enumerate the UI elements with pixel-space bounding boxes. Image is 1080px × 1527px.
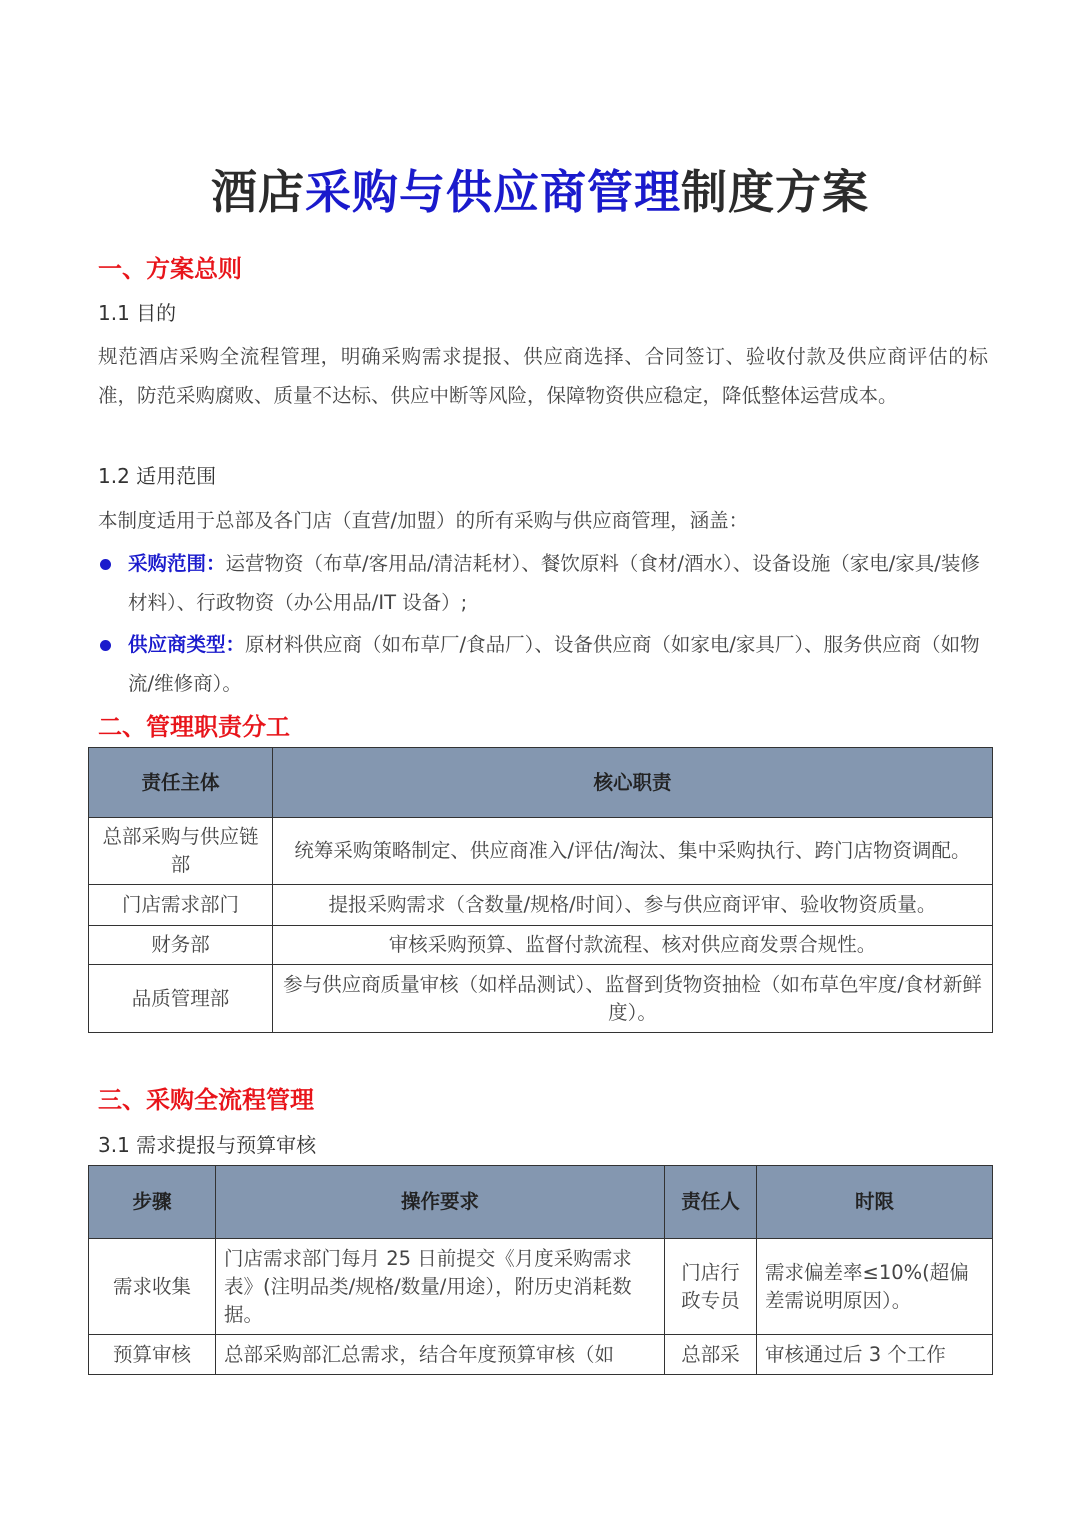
table-cell: 提报采购需求（含数量/规格/时间）、参与供应商评审、验收物资质量。 [273,885,993,926]
subsection-heading-3-1: 3.1 需求提报与预算审核 [98,1133,317,1157]
table-cell: 统筹采购策略制定、供应商准入/评估/淘汰、集中采购执行、跨门店物资调配。 [273,818,993,885]
bullet-dot-icon [100,559,111,570]
table-cell: 总部采 [665,1335,757,1375]
bullet-text: 运营物资（布草/客用品/清洁耗材）、餐饮原料（食材/酒水）、设备设施（家电/家具/装修材料）、行政物资（办公用品/IT 设备）; [128,552,980,614]
title-highlight: 采购与供应商管理 [305,165,681,219]
table-cell: 总部采购部汇总需求，结合年度预算审核（如 [216,1335,665,1375]
table-cell: 需求收集 [89,1239,216,1335]
bullet-text: 原材料供应商（如布草厂/食品厂）、设备供应商（如家电/家具厂）、服务供应商（如物流/维修商）。 [128,633,980,695]
table-cell: 审核采购预算、监督付款流程、核对供应商发票合规性。 [273,926,993,965]
table-cell: 总部采购与供应链部 [89,818,273,885]
bullet-dot-icon [100,640,111,651]
purpose-paragraph: 规范酒店采购全流程管理，明确采购需求提报、供应商选择、合同签订、验收付款及供应商评估的标准，防范采购腐败、质量不达标、供应中断等风险，保障物资供应稳定，降低整体运营成本。 [98,345,988,407]
table-row [89,818,993,885]
table-row [89,1239,993,1335]
title-suffix: 制度方案 [681,165,869,219]
table-cell: 门店行政专员 [665,1239,757,1335]
table-row [89,965,993,1033]
table-header: 核心职责 [273,748,993,818]
section-heading-2: 二、管理职责分工 [98,713,290,741]
page-title [0,160,1080,224]
table-header: 操作要求 [216,1166,665,1239]
responsibility-table [88,747,993,1033]
table-cell: 财务部 [89,926,273,965]
table-cell: 品质管理部 [89,965,273,1033]
table-header: 责任主体 [89,748,273,818]
table-header: 时限 [757,1166,993,1239]
table-row [89,1335,993,1375]
table-row [89,885,993,926]
table-cell: 参与供应商质量审核（如样品测试）、监督到货物资抽检（如布草色牢度/食材新鲜度）。 [273,965,993,1033]
section-heading-1: 一、方案总则 [98,255,242,283]
bullet-key: 采购范围 [128,552,207,575]
subsection-heading-1-1: 1.1 目的 [98,301,177,325]
subsection-heading-1-2: 1.2 适用范围 [98,464,217,488]
demand-budget-table [88,1165,993,1375]
table-cell: 审核通过后 3 个工作 [757,1335,993,1375]
table-row [89,926,993,965]
bullet-item-supplier-types [98,626,988,703]
table-cell: 门店需求部门 [89,885,273,926]
section-heading-3: 三、采购全流程管理 [98,1086,314,1114]
bullet-separator: ： [225,633,246,656]
table-cell: 需求偏差率≤10%(超偏差需说明原因）。 [757,1239,993,1335]
table-cell: 门店需求部门每月 25 日前提交《月度采购需求表》(注明品类/规格/数量/用途），附历史消耗数据。 [216,1239,665,1335]
table-header: 责任人 [665,1166,757,1239]
bullet-separator: ： [206,552,226,575]
scope-paragraph: 本制度适用于总部及各门店（直营/加盟）的所有采购与供应商管理，涵盖： [98,509,749,532]
table-cell: 预算审核 [89,1335,216,1375]
table-header: 步骤 [89,1166,216,1239]
bullet-item-procurement-scope [98,545,988,622]
title-prefix: 酒店 [211,165,305,219]
bullet-key: 供应商类型 [128,633,226,656]
